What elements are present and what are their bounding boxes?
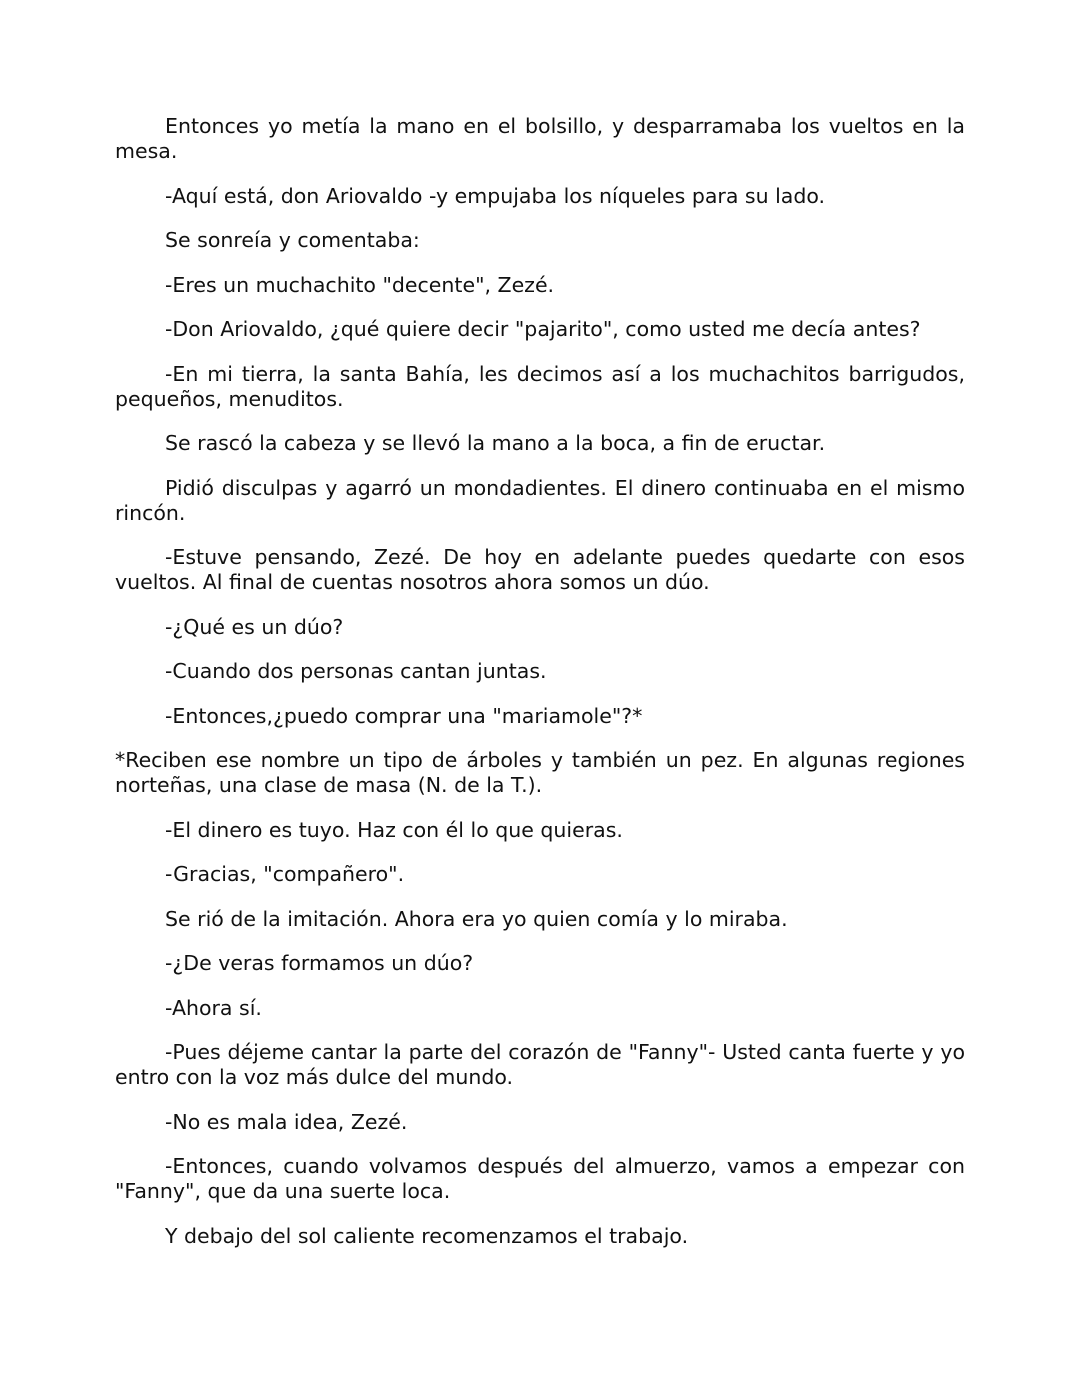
paragraph-19: -Pues déjeme cantar la parte del corazón de "Fanny"- Usted canta fuerte y yo entro con la voz más dulce del mundo. <box>115 1040 965 1089</box>
paragraph-12: -Entonces,¿puedo comprar una "mariamole"?* <box>165 703 643 728</box>
paragraph-8: Pidió disculpas y agarró un mondadientes. El dinero continuaba en el mismo rincón. <box>115 475 965 525</box>
paragraph-9: -Estuve pensando, Zezé. De hoy en adelante puedes quedarte con esos vueltos. Al final de cuentas nosotros ahora somos un dúo. <box>115 545 965 594</box>
paragraph-3: Se sonreía y comentaba: <box>165 228 420 252</box>
paragraph-1: Entonces yo metía la mano en el bolsillo, y desparramaba los vueltos en la mesa. <box>115 114 965 163</box>
paragraph-20: -No es mala idea, Zezé. <box>165 1109 408 1134</box>
paragraph-10: -¿Qué es un dúo? <box>165 614 344 639</box>
translator-footnote: *Reciben ese nombre un tipo de árboles y también un pez. En algunas regiones norteñas, una clase de masa (N. de la T.). <box>115 748 965 797</box>
paragraph-5: -Don Ariovaldo, ¿qué quiere decir "pajarito", como usted me decía antes? <box>165 317 921 341</box>
paragraph-11: -Cuando dos personas cantan juntas. <box>165 659 547 683</box>
paragraph-15: -Gracias, "compañero". <box>165 862 405 886</box>
paragraph-22: Y debajo del sol caliente recomenzamos el trabajo. <box>165 1223 689 1248</box>
paragraph-16: Se rió de la imitación. Ahora era yo quien comía y lo miraba. <box>165 906 788 931</box>
paragraph-18: -Ahora sí. <box>165 995 262 1020</box>
paragraph-7: Se rascó la cabeza y se llevó la mano a la boca, a fin de eructar. <box>165 431 826 455</box>
paragraph-21: -Entonces, cuando volvamos después del almuerzo, vamos a empezar con "Fanny", que da una suerte loca. <box>115 1154 965 1203</box>
paragraph-14: -El dinero es tuyo. Haz con él lo que quieras. <box>165 817 623 842</box>
paragraph-6: -En mi tierra, la santa Bahía, les decimos así a los muchachitos barrigudos, pequeños, menuditos. <box>115 361 965 411</box>
paragraph-2: -Aquí está, don Ariovaldo -y empujaba los níqueles para su lado. <box>165 183 826 208</box>
paragraph-17: -¿De veras formamos un dúo? <box>165 951 474 975</box>
document-page <box>115 114 965 1268</box>
paragraph-4: -Eres un muchachito "decente", Zezé. <box>165 272 555 297</box>
